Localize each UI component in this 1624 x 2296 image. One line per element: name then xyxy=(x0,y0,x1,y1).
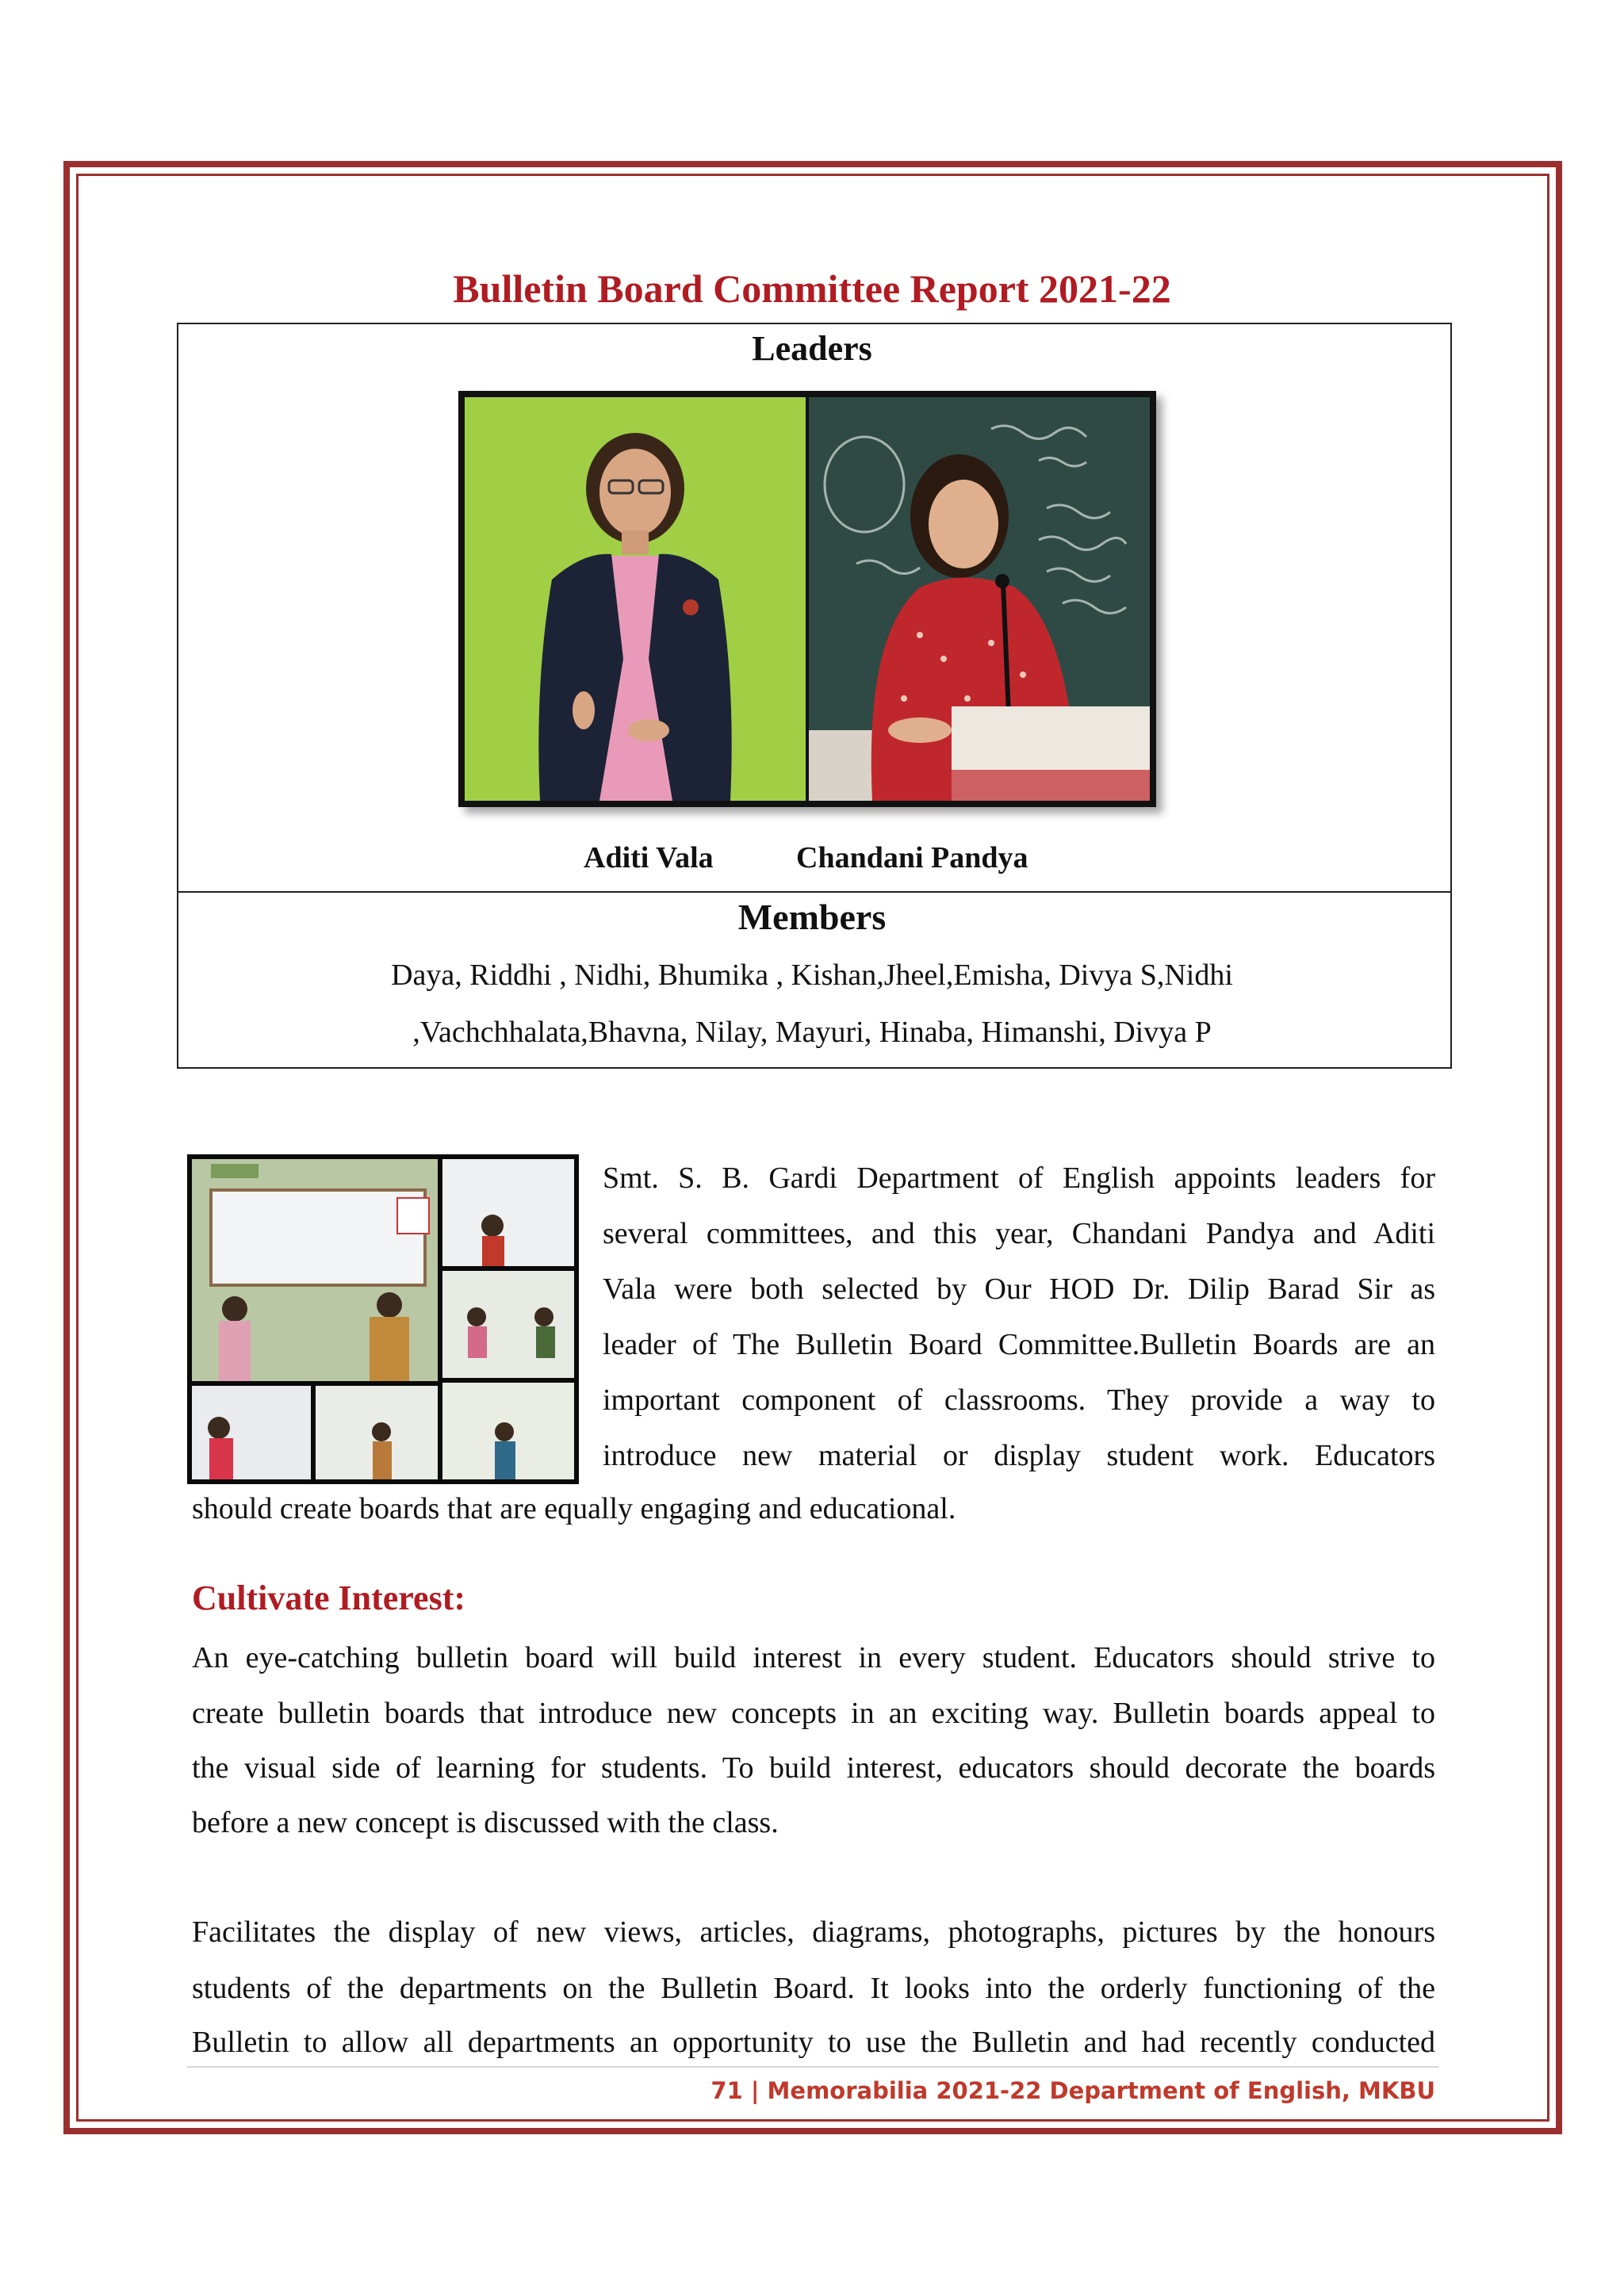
facilitates-paragraph-line: students of the departments on the Bulletin Board. It looks into the orderly functioning of the xyxy=(192,1972,1435,2005)
leader-photo-aditi xyxy=(465,397,806,801)
intro-paragraph-line: leader of The Bulletin Board Committee.Bulletin Boards are an xyxy=(603,1328,1435,1361)
section-heading-cultivate-interest: Cultivate Interest: xyxy=(192,1578,465,1617)
intro-paragraph-line: Vala were both selected by Our HOD Dr. Dilip Barad Sir as xyxy=(603,1272,1435,1306)
leader-name-chandani: Chandani Pandya xyxy=(796,841,1028,874)
cultivate-paragraph-line: An eye-catching bulletin board will build interest in every student. Educators should strive to xyxy=(192,1641,1435,1674)
footer-rule xyxy=(187,2066,1438,2068)
facilitates-paragraph-line: Facilitates the display of new views, articles, diagrams, photographs, pictures by the honours xyxy=(192,1915,1435,1949)
cultivate-paragraph-line: the visual side of learning for students. To build interest, educators should decorate the boards xyxy=(192,1751,1435,1785)
leader-name-aditi: Aditi Vala xyxy=(584,841,714,874)
intro-paragraph-line: Smt. S. B. Gardi Department of English appoints leaders for xyxy=(603,1161,1435,1195)
leader-photo-chandani xyxy=(809,397,1150,801)
intro-paragraph-line: several committees, and this year, Chandani Pandya and Aditi xyxy=(603,1217,1435,1250)
table-divider xyxy=(177,891,1452,893)
page-footer: 71 | Memorabilia 2021-22 Department of English, MKBU xyxy=(710,2077,1435,2104)
leaders-photo-frame xyxy=(458,391,1156,807)
leaders-heading: Leaders xyxy=(752,329,872,368)
members-heading: Members xyxy=(737,897,887,937)
members-list-line: Daya, Riddhi , Nidhi, Bhumika , Kishan,Jheel,Emisha, Divya S,Nidhi xyxy=(391,959,1233,992)
report-title: Bulletin Board Committee Report 2021-22 xyxy=(453,266,1171,311)
intro-paragraph-line: should create boards that are equally engaging and educational. xyxy=(192,1492,956,1525)
intro-paragraph-line: important component of classrooms. They provide a way to xyxy=(603,1383,1435,1417)
cultivate-paragraph-line: create bulletin boards that introduce new concepts in an exciting way. Bulletin boards appeal to xyxy=(192,1697,1435,1730)
bulletin-board-photo-collage xyxy=(187,1154,579,1484)
members-list-line: ,Vachchhalata,Bhavna, Nilay, Mayuri, Hinaba, Himanshi, Divya P xyxy=(412,1016,1212,1049)
cultivate-paragraph-line: before a new concept is discussed with the class. xyxy=(192,1806,779,1839)
intro-paragraph-line: introduce new material or display student work. Educators xyxy=(603,1439,1435,1472)
facilitates-paragraph-line: Bulletin to allow all departments an opportunity to use the Bulletin and had recently conducted xyxy=(192,2026,1435,2059)
